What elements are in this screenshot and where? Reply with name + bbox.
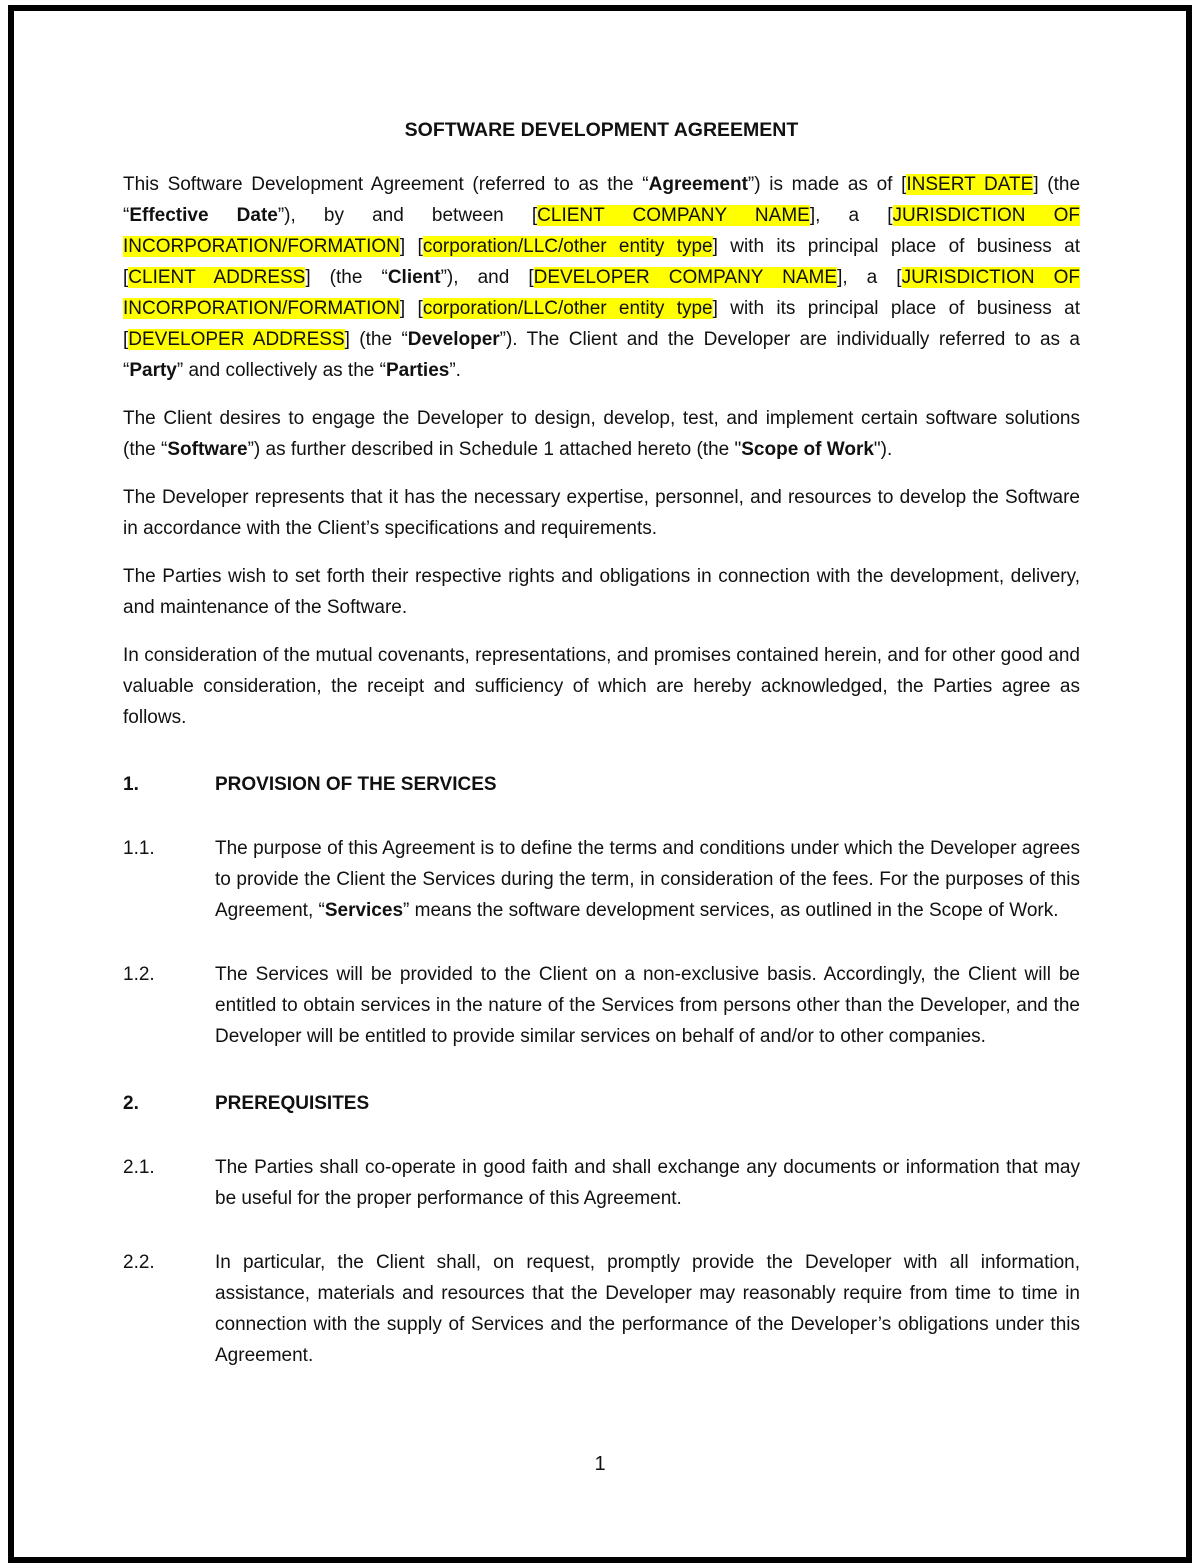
text-segment: ”), and [	[440, 267, 534, 288]
highlighted-placeholder: DEVELOPER ADDRESS	[128, 329, 345, 350]
text-segment: Services	[324, 900, 404, 921]
clause-1-1-row	[123, 833, 1080, 926]
text-segment: Agreement	[648, 174, 748, 195]
highlighted-placeholder: JURISDICTION OF INCORPORATION/FORMATION	[123, 267, 1080, 319]
clause-2-1-row	[123, 1152, 1080, 1214]
clause-2-1-body	[215, 1152, 1080, 1214]
text-segment: In consideration of the mutual covenants, representations, and promises contained herein, and for other good and valuable consideration, the receipt and sufficiency of which are hereby acknowledged, the Parties agree as follows.	[123, 645, 1080, 728]
highlighted-placeholder: CLIENT COMPANY NAME	[537, 205, 810, 226]
section-1-heading: PROVISION OF THE SERVICES	[215, 774, 497, 795]
text-segment: The Client desires to engage the Developer to design, develop, test, and implement certain software solutions (the “	[123, 408, 1080, 460]
text-segment: The Parties wish to set forth their respective rights and obligations in connection with the development, delivery, and maintenance of the Software.	[123, 566, 1080, 618]
text-segment: ”), by and between [	[277, 205, 538, 226]
intro-paragraph-2	[123, 403, 1080, 465]
clause-1-1-number: 1.1.	[123, 838, 155, 859]
text-segment: This Software Development Agreement (referred to as the “	[123, 174, 649, 195]
text-segment: Developer	[407, 329, 500, 350]
highlighted-placeholder: corporation/LLC/other entity type	[422, 298, 713, 319]
text-segment: Parties	[385, 360, 450, 381]
text-segment: ” and collectively as the “	[176, 360, 386, 381]
text-segment: The Services will be provided to the Client on a non-exclusive basis. Accordingly, the Client will be entitled to obtain services in the nature of the Services from persons other than the Developer, and the Developer will be entitled to provide similar services on behalf of and/or to other companies.	[215, 964, 1080, 1047]
text-segment: ” means the software development services, as outlined in the Scope of Work.	[403, 900, 1059, 921]
section-1-number: 1.	[123, 774, 139, 795]
text-segment: ], a [	[809, 205, 893, 226]
section-2-heading-row	[123, 1088, 1080, 1119]
text-segment: ”) is made as of [	[747, 174, 907, 195]
text-segment: ], a [	[837, 267, 902, 288]
clause-2-2-body	[215, 1247, 1080, 1371]
highlighted-placeholder: corporation/LLC/other entity type	[422, 236, 713, 257]
text-segment: ] [	[399, 298, 423, 319]
section-2-heading: PREREQUISITES	[215, 1093, 370, 1114]
intro-paragraph-1	[123, 169, 1080, 386]
text-segment: ] [	[399, 236, 423, 257]
text-segment: The Parties shall co-operate in good faith and shall exchange any documents or information that may be useful for the proper performance of this Agreement.	[215, 1157, 1080, 1209]
text-segment: Party	[129, 360, 177, 381]
clause-2-2-row	[123, 1247, 1080, 1371]
text-segment: Software	[167, 439, 248, 460]
clause-2-2-number: 2.2.	[123, 1252, 155, 1273]
page-number: 1	[594, 1453, 606, 1475]
clause-1-2-row	[123, 959, 1080, 1052]
text-segment: ] (the “	[344, 329, 408, 350]
clause-1-1-body	[215, 833, 1080, 926]
text-segment: Scope of Work	[741, 439, 874, 460]
intro-paragraph-3	[123, 482, 1080, 544]
section-1-heading-row	[123, 769, 1080, 800]
text-segment: In particular, the Client shall, on request, promptly provide the Developer with all information, assistance, materials and resources that the Developer may reasonably require from time to time in connection with the supply of Services and the performance of the Developer’s obligations under this Agreement.	[215, 1252, 1080, 1366]
text-segment: The Developer represents that it has the necessary expertise, personnel, and resources to develop the Software in accordance with the Client’s specifications and requirements.	[123, 487, 1080, 539]
text-segment: The purpose of this Agreement is to define the terms and conditions under which the Developer agrees to provide the Client the Services during the term, in consideration of the fees. For the purposes of this Agreement, “	[215, 838, 1080, 921]
text-segment: ").	[873, 439, 893, 460]
document-title: SOFTWARE DEVELOPMENT AGREEMENT	[404, 119, 799, 141]
text-segment: Effective Date	[129, 205, 278, 226]
clause-2-1-number: 2.1.	[123, 1157, 155, 1178]
text-segment: ”.	[449, 360, 461, 381]
section-2-number: 2.	[123, 1093, 139, 1114]
highlighted-placeholder: CLIENT ADDRESS	[128, 267, 306, 288]
intro-paragraph-4	[123, 561, 1080, 623]
text-segment: ”). The Client and the Developer are individually referred to as a “	[123, 329, 1080, 381]
text-segment: Client	[387, 267, 441, 288]
clause-1-2-body	[215, 959, 1080, 1052]
highlighted-placeholder: DEVELOPER COMPANY NAME	[533, 267, 838, 288]
text-segment: ”) as further described in Schedule 1 attached hereto (the "	[247, 439, 742, 460]
text-segment: ] with its principal place of business at [	[123, 298, 1080, 350]
intro-paragraph-5	[123, 640, 1080, 733]
clause-1-2-number: 1.2.	[123, 964, 155, 985]
highlighted-placeholder: JURISDICTION OF INCORPORATION/FORMATION	[123, 205, 1081, 257]
text-segment: ] with its principal place of business at [	[123, 236, 1080, 288]
text-segment: ] (the “	[123, 174, 1081, 226]
document-content	[123, 0, 1080, 1371]
highlighted-placeholder: INSERT DATE	[906, 174, 1034, 195]
text-segment: ] (the “	[305, 267, 388, 288]
